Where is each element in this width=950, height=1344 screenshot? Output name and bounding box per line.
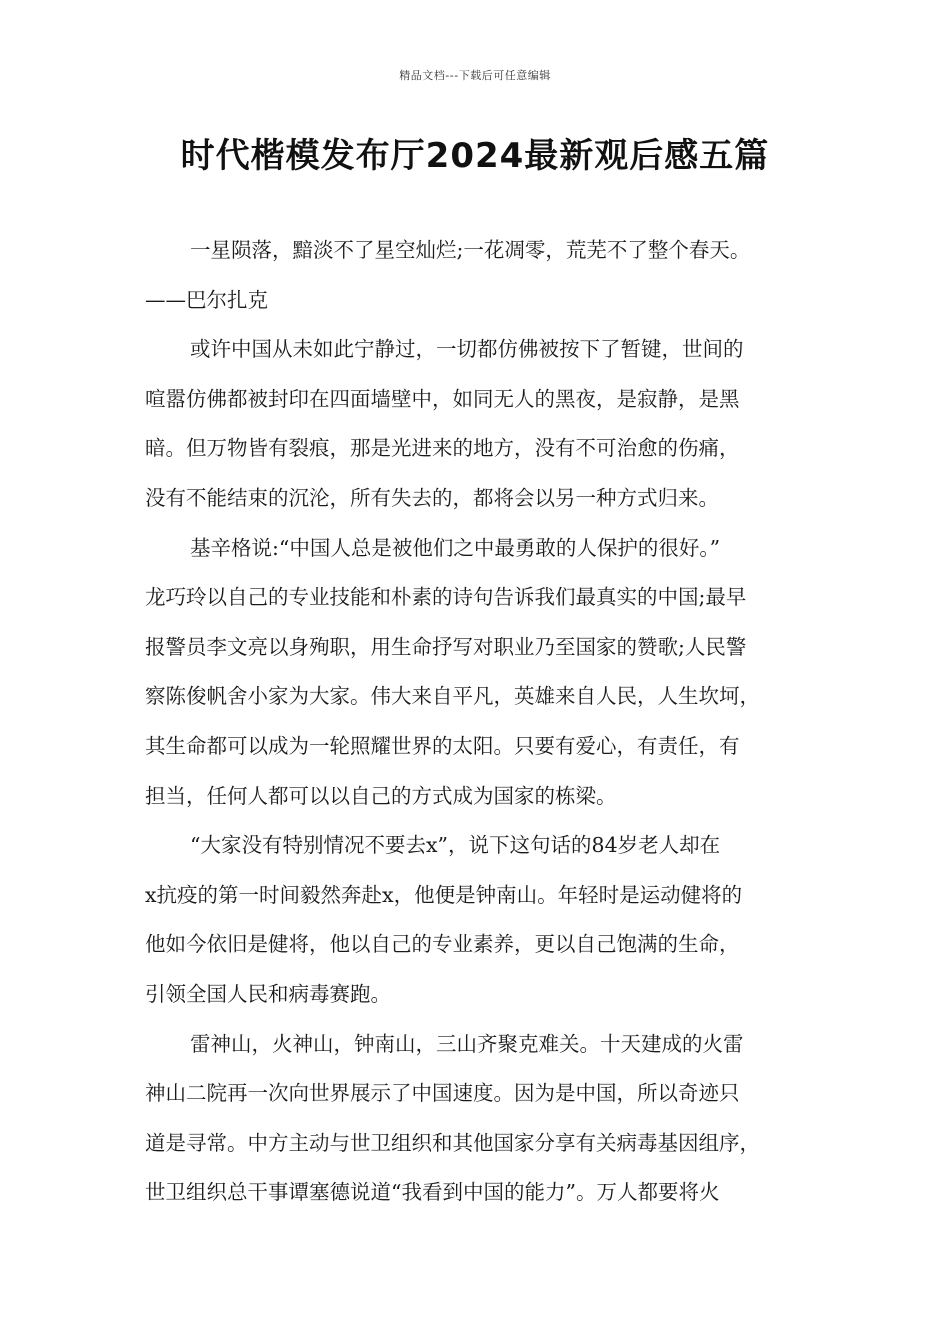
paragraph-2-line-1: 或许中国从未如此宁静过，一切都仿佛被按下了暂键，世间的 <box>190 337 744 362</box>
paragraph-2-line-3: 暗。但万物皆有裂痕，那是光进来的地方，没有不可治愈的伤痛， <box>145 436 740 461</box>
paragraph-4-line-2: x抗疫的第一时间毅然奔赴x，他便是钟南山。年轻时是运动健将的 <box>145 882 743 907</box>
paragraph-4-line-3: 他如今依旧是健将，他以自己的专业素养，更以自己饱满的生命， <box>145 932 740 957</box>
paragraph-2-line-2: 喧嚣仿佛都被封印在四面墙壁中，如同无人的黑夜，是寂静，是黑 <box>145 386 740 411</box>
paragraph-3-line-1: 基辛格说:“中国人总是被他们之中最勇敢的人保护的很好。” <box>190 535 721 560</box>
paragraph-5-line-1: 雷神山，火神山，钟南山，三山齐聚克难关。十天建成的火雷 <box>190 1031 744 1056</box>
paragraph-3-line-5: 其生命都可以成为一轮照耀世界的太阳。只要有爱心，有责任，有 <box>145 733 740 758</box>
paragraph-4-line-1: “大家没有特别情况不要去x”，说下这句话的84岁老人却在 <box>190 833 721 858</box>
paragraph-5-line-4: 世卫组织总干事谭塞德说道“我看到中国的能力”。万人都要将火 <box>145 1180 720 1205</box>
paragraph-3-line-3: 报警员李文亮以身殉职，用生命抒写对职业乃至国家的赞歌;人民警 <box>145 634 747 659</box>
paragraph-3-line-6: 担当，任何人都可以以自己的方式成为国家的栋梁。 <box>145 783 617 808</box>
paragraph-4-line-4: 引领全国人民和病毒赛跑。 <box>145 981 391 1006</box>
paragraph-3-line-2: 龙巧玲以自己的专业技能和朴素的诗句告诉我们最真实的中国;最早 <box>145 585 747 610</box>
document-title: 时代楷模发布厅2024最新观后感五篇 <box>180 136 770 176</box>
paragraph-5-line-2: 神山二院再一次向世界展示了中国速度。因为是中国，所以奇迹只 <box>145 1081 740 1106</box>
paragraph-1-line-1: 一星陨落，黯淡不了星空灿烂;一花凋零，荒芜不了整个春天。 <box>190 238 751 262</box>
paragraph-1-line-2: ——巴尔扎克 <box>145 287 268 312</box>
paragraph-3-line-4: 察陈俊帆舍小家为大家。伟大来自平凡，英雄来自人民，人生坎坷， <box>145 684 760 709</box>
header-note: 精品文档---下载后可任意编辑 <box>399 69 551 82</box>
document-body <box>145 226 825 1218</box>
paragraph-2-line-4: 没有不能结束的沉沦，所有失去的，都将会以另一种方式归来。 <box>145 485 719 510</box>
paragraph-5-line-3: 道是寻常。中方主动与世卫组织和其他国家分享有关病毒基因组序， <box>145 1130 760 1155</box>
